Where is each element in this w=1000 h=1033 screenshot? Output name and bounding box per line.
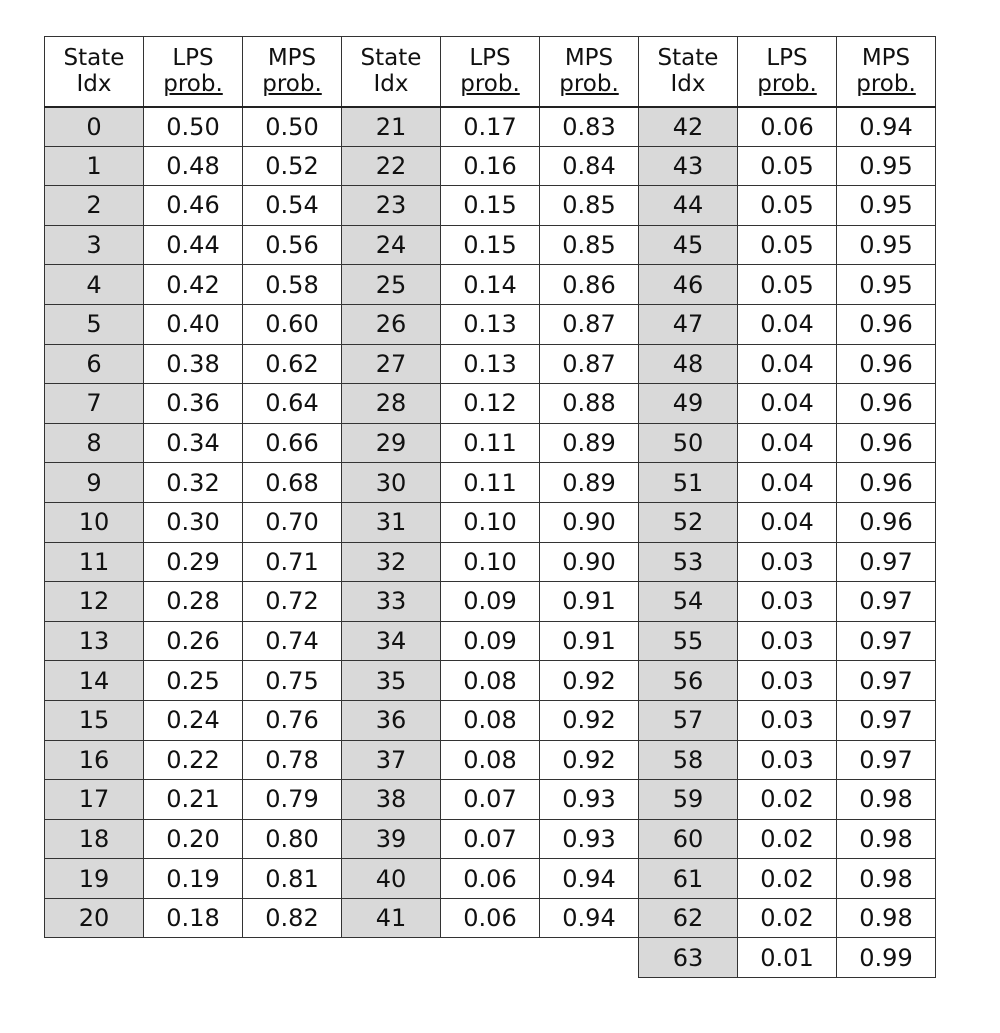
state-idx-cell: 44 — [639, 186, 738, 226]
lps-prob-cell: 0.30 — [144, 502, 243, 542]
state-idx-cell: 54 — [639, 582, 738, 622]
lps-prob-cell: 0.13 — [441, 344, 540, 384]
state-idx-cell: 51 — [639, 463, 738, 503]
state-idx-cell: 26 — [342, 304, 441, 344]
empty-cell — [441, 938, 540, 978]
lps-prob-cell: 0.18 — [144, 898, 243, 938]
mps-prob-cell: 0.95 — [837, 225, 936, 265]
empty-cell — [540, 938, 639, 978]
mps-prob-cell: 0.56 — [243, 225, 342, 265]
lps-prob-cell: 0.12 — [441, 384, 540, 424]
lps-prob-cell: 0.01 — [738, 938, 837, 978]
lps-prob-cell: 0.10 — [441, 542, 540, 582]
state-idx-cell: 2 — [45, 186, 144, 226]
lps-prob-cell: 0.50 — [144, 107, 243, 147]
state-idx-cell: 24 — [342, 225, 441, 265]
lps-prob-cell: 0.40 — [144, 304, 243, 344]
table-row — [45, 780, 936, 820]
mps-prob-cell: 0.97 — [837, 621, 936, 661]
mps-prob-cell: 0.92 — [540, 700, 639, 740]
lps-prob-cell: 0.05 — [738, 225, 837, 265]
state-idx-cell: 1 — [45, 146, 144, 186]
mps-prob-cell: 0.64 — [243, 384, 342, 424]
lps-prob-cell: 0.42 — [144, 265, 243, 305]
table-row — [45, 304, 936, 344]
header-line-1: MPS — [267, 44, 317, 71]
header-state-idx — [45, 37, 144, 107]
state-idx-cell: 48 — [639, 344, 738, 384]
state-idx-cell: 39 — [342, 819, 441, 859]
mps-prob-cell: 0.97 — [837, 700, 936, 740]
state-idx-cell: 62 — [639, 898, 738, 938]
state-idx-cell: 37 — [342, 740, 441, 780]
lps-prob-cell: 0.13 — [441, 304, 540, 344]
lps-prob-cell: 0.17 — [441, 107, 540, 147]
mps-prob-cell: 0.86 — [540, 265, 639, 305]
header-line-2: prob. — [559, 71, 619, 98]
state-idx-cell: 49 — [639, 384, 738, 424]
table-row — [45, 344, 936, 384]
mps-prob-cell: 0.97 — [837, 582, 936, 622]
state-idx-cell: 15 — [45, 700, 144, 740]
state-idx-cell: 21 — [342, 107, 441, 147]
mps-prob-cell: 0.88 — [540, 384, 639, 424]
header-mps-prob — [540, 37, 639, 107]
empty-cell — [342, 938, 441, 978]
lps-prob-cell: 0.11 — [441, 423, 540, 463]
state-idx-cell: 42 — [639, 107, 738, 147]
state-idx-cell: 19 — [45, 859, 144, 899]
mps-prob-cell: 0.83 — [540, 107, 639, 147]
mps-prob-cell: 0.96 — [837, 344, 936, 384]
mps-prob-cell: 0.96 — [837, 463, 936, 503]
lps-prob-cell: 0.04 — [738, 423, 837, 463]
state-idx-cell: 33 — [342, 582, 441, 622]
mps-prob-cell: 0.95 — [837, 146, 936, 186]
lps-prob-cell: 0.24 — [144, 700, 243, 740]
mps-prob-cell: 0.97 — [837, 542, 936, 582]
header-lps-prob — [738, 37, 837, 107]
state-idx-cell: 17 — [45, 780, 144, 820]
state-idx-cell: 30 — [342, 463, 441, 503]
lps-prob-cell: 0.05 — [738, 146, 837, 186]
mps-prob-cell: 0.97 — [837, 661, 936, 701]
state-idx-cell: 61 — [639, 859, 738, 899]
state-idx-cell: 36 — [342, 700, 441, 740]
mps-prob-cell: 0.78 — [243, 740, 342, 780]
state-idx-cell: 22 — [342, 146, 441, 186]
state-idx-cell: 9 — [45, 463, 144, 503]
state-idx-cell: 47 — [639, 304, 738, 344]
lps-prob-cell: 0.02 — [738, 898, 837, 938]
table-row — [45, 423, 936, 463]
state-idx-cell: 34 — [342, 621, 441, 661]
header-line-2: prob. — [163, 71, 223, 98]
mps-prob-cell: 0.96 — [837, 423, 936, 463]
table-row — [45, 621, 936, 661]
header-state-idx — [342, 37, 441, 107]
table-header — [45, 37, 936, 107]
table-row — [45, 700, 936, 740]
table-row — [45, 740, 936, 780]
mps-prob-cell: 0.93 — [540, 819, 639, 859]
table-row — [45, 542, 936, 582]
state-idx-cell: 8 — [45, 423, 144, 463]
lps-prob-cell: 0.05 — [738, 186, 837, 226]
state-idx-cell: 63 — [639, 938, 738, 978]
mps-prob-cell: 0.98 — [837, 780, 936, 820]
lps-prob-cell: 0.06 — [738, 107, 837, 147]
mps-prob-cell: 0.70 — [243, 502, 342, 542]
lps-prob-cell: 0.20 — [144, 819, 243, 859]
mps-prob-cell: 0.96 — [837, 304, 936, 344]
mps-prob-cell: 0.94 — [837, 107, 936, 147]
state-idx-cell: 56 — [639, 661, 738, 701]
state-idx-cell: 35 — [342, 661, 441, 701]
state-idx-cell: 10 — [45, 502, 144, 542]
header-line-1: MPS — [564, 44, 614, 71]
lps-prob-cell: 0.32 — [144, 463, 243, 503]
mps-prob-cell: 0.54 — [243, 186, 342, 226]
lps-prob-cell: 0.09 — [441, 621, 540, 661]
header-line-1: MPS — [861, 44, 911, 71]
lps-prob-cell: 0.03 — [738, 582, 837, 622]
header-lps-prob — [144, 37, 243, 107]
state-idx-cell: 40 — [342, 859, 441, 899]
state-idx-cell: 50 — [639, 423, 738, 463]
state-idx-cell: 41 — [342, 898, 441, 938]
empty-cell — [144, 938, 243, 978]
lps-prob-cell: 0.04 — [738, 304, 837, 344]
lps-prob-cell: 0.08 — [441, 700, 540, 740]
header-line-2: Idx — [76, 71, 112, 98]
empty-cell — [243, 938, 342, 978]
lps-prob-cell: 0.04 — [738, 502, 837, 542]
mps-prob-cell: 0.95 — [837, 265, 936, 305]
lps-prob-cell: 0.29 — [144, 542, 243, 582]
lps-prob-cell: 0.04 — [738, 344, 837, 384]
mps-prob-cell: 0.81 — [243, 859, 342, 899]
lps-prob-cell: 0.44 — [144, 225, 243, 265]
header-line-1: State — [657, 44, 719, 71]
mps-prob-cell: 0.66 — [243, 423, 342, 463]
state-idx-cell: 38 — [342, 780, 441, 820]
state-idx-cell: 23 — [342, 186, 441, 226]
mps-prob-cell: 0.93 — [540, 780, 639, 820]
table-row — [45, 265, 936, 305]
lps-prob-cell: 0.03 — [738, 621, 837, 661]
lps-prob-cell: 0.08 — [441, 661, 540, 701]
mps-prob-cell: 0.75 — [243, 661, 342, 701]
lps-prob-cell: 0.08 — [441, 740, 540, 780]
state-idx-cell: 28 — [342, 384, 441, 424]
mps-prob-cell: 0.96 — [837, 384, 936, 424]
lps-prob-cell: 0.07 — [441, 780, 540, 820]
state-idx-cell: 57 — [639, 700, 738, 740]
state-idx-cell: 11 — [45, 542, 144, 582]
lps-prob-cell: 0.02 — [738, 780, 837, 820]
mps-prob-cell: 0.97 — [837, 740, 936, 780]
table-row — [45, 107, 936, 147]
table-row — [45, 384, 936, 424]
header-line-1: State — [360, 44, 422, 71]
mps-prob-cell: 0.85 — [540, 225, 639, 265]
lps-prob-cell: 0.03 — [738, 661, 837, 701]
state-idx-cell: 6 — [45, 344, 144, 384]
state-idx-cell: 16 — [45, 740, 144, 780]
lps-prob-cell: 0.03 — [738, 542, 837, 582]
mps-prob-cell: 0.98 — [837, 819, 936, 859]
mps-prob-cell: 0.74 — [243, 621, 342, 661]
lps-prob-cell: 0.38 — [144, 344, 243, 384]
header-mps-prob — [243, 37, 342, 107]
mps-prob-cell: 0.82 — [243, 898, 342, 938]
header-line-2: prob. — [856, 71, 916, 98]
mps-prob-cell: 0.58 — [243, 265, 342, 305]
table-row — [45, 463, 936, 503]
state-idx-cell: 14 — [45, 661, 144, 701]
lps-prob-cell: 0.26 — [144, 621, 243, 661]
lps-prob-cell: 0.02 — [738, 819, 837, 859]
header-lps-prob — [441, 37, 540, 107]
header-line-2: prob. — [262, 71, 322, 98]
lps-prob-cell: 0.48 — [144, 146, 243, 186]
state-idx-cell: 60 — [639, 819, 738, 859]
lps-prob-cell: 0.14 — [441, 265, 540, 305]
state-idx-cell: 25 — [342, 265, 441, 305]
state-idx-cell: 52 — [639, 502, 738, 542]
lps-prob-cell: 0.04 — [738, 463, 837, 503]
lps-prob-cell: 0.09 — [441, 582, 540, 622]
probability-table-container — [44, 36, 936, 978]
table-body — [45, 107, 936, 978]
header-state-idx — [639, 37, 738, 107]
lps-prob-cell: 0.02 — [738, 859, 837, 899]
header-line-2: Idx — [373, 71, 409, 98]
state-idx-cell: 20 — [45, 898, 144, 938]
table-row — [45, 502, 936, 542]
state-idx-cell: 31 — [342, 502, 441, 542]
state-idx-cell: 32 — [342, 542, 441, 582]
mps-prob-cell: 0.87 — [540, 304, 639, 344]
lps-prob-cell: 0.16 — [441, 146, 540, 186]
mps-prob-cell: 0.76 — [243, 700, 342, 740]
lps-prob-cell: 0.06 — [441, 859, 540, 899]
mps-prob-cell: 0.60 — [243, 304, 342, 344]
state-idx-cell: 0 — [45, 107, 144, 147]
lps-prob-cell: 0.25 — [144, 661, 243, 701]
header-row — [45, 37, 936, 107]
mps-prob-cell: 0.91 — [540, 582, 639, 622]
state-idx-cell: 5 — [45, 304, 144, 344]
mps-prob-cell: 0.62 — [243, 344, 342, 384]
state-idx-cell: 59 — [639, 780, 738, 820]
lps-prob-cell: 0.28 — [144, 582, 243, 622]
lps-prob-cell: 0.11 — [441, 463, 540, 503]
state-probability-table — [44, 36, 936, 978]
table-row — [45, 819, 936, 859]
state-idx-cell: 45 — [639, 225, 738, 265]
header-line-1: LPS — [469, 44, 511, 71]
table-row — [45, 582, 936, 622]
mps-prob-cell: 0.95 — [837, 186, 936, 226]
header-line-2: Idx — [670, 71, 706, 98]
lps-prob-cell: 0.15 — [441, 186, 540, 226]
mps-prob-cell: 0.89 — [540, 463, 639, 503]
lps-prob-cell: 0.46 — [144, 186, 243, 226]
state-idx-cell: 13 — [45, 621, 144, 661]
table-row — [45, 898, 936, 938]
state-idx-cell: 4 — [45, 265, 144, 305]
mps-prob-cell: 0.50 — [243, 107, 342, 147]
mps-prob-cell: 0.90 — [540, 502, 639, 542]
mps-prob-cell: 0.89 — [540, 423, 639, 463]
lps-prob-cell: 0.22 — [144, 740, 243, 780]
header-mps-prob — [837, 37, 936, 107]
header-line-2: prob. — [460, 71, 520, 98]
mps-prob-cell: 0.84 — [540, 146, 639, 186]
table-row — [45, 938, 936, 978]
state-idx-cell: 3 — [45, 225, 144, 265]
mps-prob-cell: 0.94 — [540, 859, 639, 899]
lps-prob-cell: 0.21 — [144, 780, 243, 820]
state-idx-cell: 29 — [342, 423, 441, 463]
lps-prob-cell: 0.07 — [441, 819, 540, 859]
lps-prob-cell: 0.05 — [738, 265, 837, 305]
state-idx-cell: 18 — [45, 819, 144, 859]
mps-prob-cell: 0.92 — [540, 740, 639, 780]
mps-prob-cell: 0.98 — [837, 859, 936, 899]
lps-prob-cell: 0.06 — [441, 898, 540, 938]
state-idx-cell: 27 — [342, 344, 441, 384]
mps-prob-cell: 0.92 — [540, 661, 639, 701]
lps-prob-cell: 0.15 — [441, 225, 540, 265]
state-idx-cell: 7 — [45, 384, 144, 424]
mps-prob-cell: 0.94 — [540, 898, 639, 938]
table-row — [45, 186, 936, 226]
mps-prob-cell: 0.98 — [837, 898, 936, 938]
header-line-1: LPS — [172, 44, 214, 71]
mps-prob-cell: 0.91 — [540, 621, 639, 661]
state-idx-cell: 55 — [639, 621, 738, 661]
lps-prob-cell: 0.10 — [441, 502, 540, 542]
state-idx-cell: 43 — [639, 146, 738, 186]
mps-prob-cell: 0.68 — [243, 463, 342, 503]
table-row — [45, 225, 936, 265]
state-idx-cell: 53 — [639, 542, 738, 582]
state-idx-cell: 12 — [45, 582, 144, 622]
mps-prob-cell: 0.72 — [243, 582, 342, 622]
lps-prob-cell: 0.36 — [144, 384, 243, 424]
lps-prob-cell: 0.19 — [144, 859, 243, 899]
table-row — [45, 661, 936, 701]
table-row — [45, 859, 936, 899]
lps-prob-cell: 0.34 — [144, 423, 243, 463]
mps-prob-cell: 0.99 — [837, 938, 936, 978]
header-line-1: LPS — [766, 44, 808, 71]
mps-prob-cell: 0.96 — [837, 502, 936, 542]
empty-cell — [45, 938, 144, 978]
lps-prob-cell: 0.03 — [738, 700, 837, 740]
mps-prob-cell: 0.85 — [540, 186, 639, 226]
state-idx-cell: 46 — [639, 265, 738, 305]
mps-prob-cell: 0.90 — [540, 542, 639, 582]
mps-prob-cell: 0.52 — [243, 146, 342, 186]
table-row — [45, 146, 936, 186]
lps-prob-cell: 0.04 — [738, 384, 837, 424]
mps-prob-cell: 0.80 — [243, 819, 342, 859]
state-idx-cell: 58 — [639, 740, 738, 780]
header-line-1: State — [63, 44, 125, 71]
mps-prob-cell: 0.71 — [243, 542, 342, 582]
mps-prob-cell: 0.87 — [540, 344, 639, 384]
lps-prob-cell: 0.03 — [738, 740, 837, 780]
mps-prob-cell: 0.79 — [243, 780, 342, 820]
header-line-2: prob. — [757, 71, 817, 98]
